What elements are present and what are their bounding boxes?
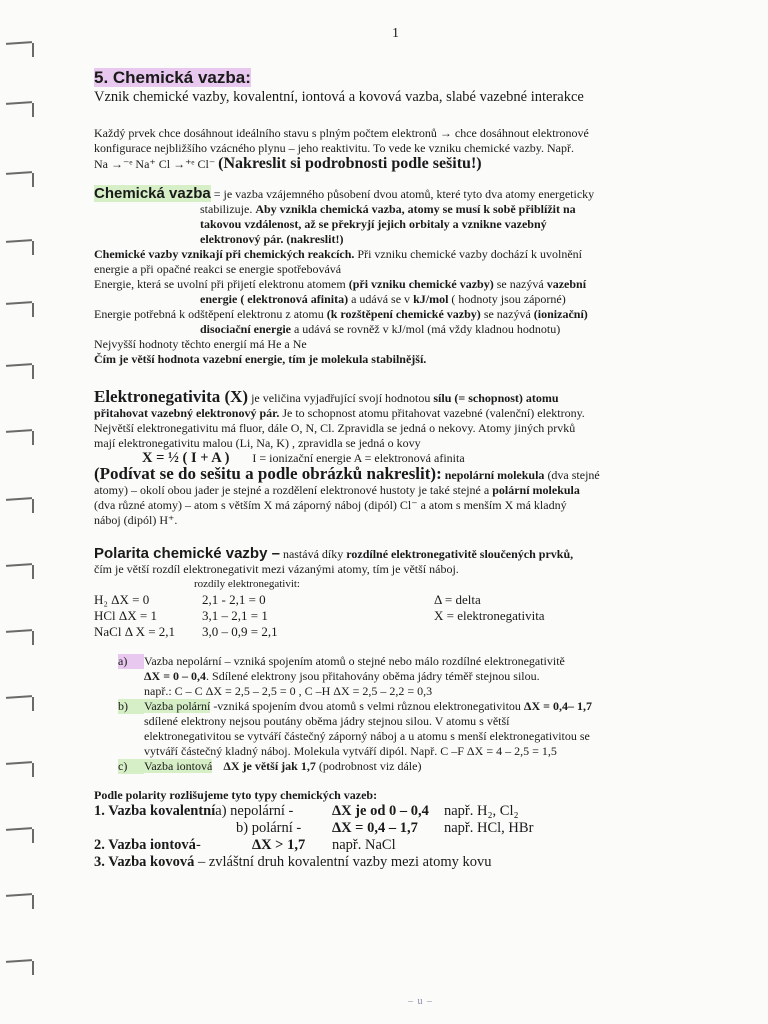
bold-text: vazební [546, 277, 587, 291]
list-marker: a) [118, 654, 144, 669]
type-name: 2. Vazba iontová [94, 837, 196, 853]
bold-text: (při vzniku chemické vazby) [348, 277, 494, 291]
definition-line [94, 217, 734, 232]
paragraph-line: mají elektronegativitu malou (Li, Na, K) , zpravidla se jedná o kovy [94, 436, 421, 450]
list-item [118, 699, 734, 714]
paragraph-line: náboj (dipól) H⁺. [94, 513, 178, 527]
text: (dva stejné [544, 468, 600, 482]
calc-cell: 3,0 – 0,9 = 2,1 [202, 624, 278, 639]
bold-text: přitahovat vazebný elektronový pár. [94, 406, 280, 420]
types-heading: Podle polarity rozlišujeme tyto typy chemických vazeb: [94, 788, 378, 802]
molecule-cell: H₂ ΔX = 0 [94, 592, 150, 607]
bold-text: disociační energie [200, 322, 291, 336]
text: Je to schopnost atomu přitahovat vazebné (valenční) elektrony. [279, 406, 585, 420]
bold-text: polární molekula [492, 483, 580, 497]
list-item [118, 759, 734, 774]
text: b) polární - [236, 820, 302, 836]
definition-line [94, 232, 734, 247]
bold-text: energie ( elektronová afinita) [200, 292, 349, 306]
paragraph-line [94, 292, 734, 307]
paragraph-line [94, 466, 734, 483]
type-name: 1. Vazba kovalentní [94, 803, 216, 819]
definition-bold: Aby vznikla chemická vazba, atomy se musí k sobě přiblížit na [255, 202, 576, 216]
text: -vzniká spojením dvou atomů s velmi různou elektronegativitou [210, 699, 524, 713]
margin-mark [6, 428, 36, 446]
margin-mark [6, 760, 36, 778]
legend-cell: Δ = delta [434, 592, 481, 607]
margin-mark [6, 562, 36, 580]
text: - [195, 837, 201, 853]
type-example: např. H₂, Cl₂ [444, 803, 519, 819]
margin-mark [6, 238, 36, 256]
bold-text: kJ/mol [413, 292, 449, 306]
intro-line [94, 156, 734, 172]
drawing-instruction: (Podívat se do sešitu a podle obrázků nakreslit): [94, 464, 442, 483]
bold-text: rozdílné elektronegativitě sloučených prvků, [346, 547, 574, 561]
type-example: např. NaCl [332, 837, 396, 853]
margin-punch-marks [0, 0, 60, 1024]
paragraph-line [94, 352, 734, 367]
diff-label: rozdíly elektronegativit: [194, 578, 300, 590]
type-range: ΔX je od 0 – 0,4 [332, 803, 429, 819]
text: Energie, která se uvolní při přijetí elektronu atomem [94, 277, 349, 291]
text: – zvláštní druh kovalentní vazby mezi atomy kovu [194, 854, 492, 870]
text: je veličina vyjadřující svojí hodnotou [248, 391, 434, 405]
type-name: 3. Vazba kovová [94, 854, 195, 870]
highlighted-term: Vazba polární [144, 699, 211, 713]
section-subtitle: Vznik chemické vazby, kovalentní, iontová a kovová vazba, slabé vazebné interakce [94, 89, 584, 105]
calc-cell: 3,1 – 2,1 = 1 [202, 608, 268, 623]
formula-legend: I = ionizační energie A = elektronová afinita [252, 451, 465, 465]
text: nastává díky [279, 547, 347, 561]
calc-cell: 2,1 - 2,1 = 0 [202, 592, 266, 607]
margin-mark [6, 496, 36, 514]
paragraph-line [94, 406, 734, 421]
list-marker: c) [118, 759, 144, 774]
text: ( hodnoty jsou záporné) [448, 292, 566, 306]
ion-examples: Na →⁻ᵉ Na⁺ Cl →⁺ᵉ Cl⁻ [94, 157, 216, 171]
list-item-line [118, 669, 734, 684]
paragraph-line: Nejvyšší hodnoty těchto energií má He a Ne [94, 337, 307, 351]
text: se nazývá [493, 277, 547, 291]
text: a udává se v [348, 292, 414, 306]
paragraph-line [94, 483, 734, 498]
definition-bold: takovou vzdálenost, až se překryjí jejich orbitaly a vznikne vazebný [200, 217, 547, 231]
molecule-cell: NaCl Δ X = 2,1 [94, 624, 176, 639]
intro-paragraph [94, 126, 734, 172]
electronegativity-section [94, 389, 734, 528]
margin-mark [6, 892, 36, 910]
bold-text: nepolární molekula [441, 468, 545, 482]
paragraph-line [94, 247, 734, 262]
margin-mark [6, 300, 36, 318]
polarity-title: Polarita chemické vazby – [94, 545, 280, 562]
bond-types-section [94, 788, 734, 871]
text: – vzniká spojením atomů o stejné nebo málo rozdílné elektronegativitě [221, 654, 565, 668]
margin-mark [6, 826, 36, 844]
bond-polarity-list [94, 654, 734, 774]
paragraph-line: (dva různé atomy) – atom s větším X má záporný náboj (dipól) Cl⁻ a atom s menším X má kladný [94, 498, 567, 512]
text: . Sdílené elektrony jsou přitahovány oběma jádry téměř stejnou silou. [206, 669, 540, 683]
bold-text: (k rozštěpení chemické vazby) [326, 307, 481, 321]
margin-mark [6, 100, 36, 118]
chemical-bond-section [94, 186, 734, 367]
bold-text: sílu (= schopnost) atomu [433, 391, 559, 405]
list-item-line: elektronegativitou se vytváří částečný záporný náboj a u atomu s menší elektronegativitou se [144, 729, 590, 743]
text: Při vzniku chemické vazby dochází k uvolnění [354, 247, 583, 261]
bold-text: Čím je větší hodnota vazební energie, tím je molekula stabilnější. [94, 352, 427, 366]
document-body [94, 68, 734, 871]
table-row [94, 592, 734, 608]
type-range: ΔX > 1,7 [252, 837, 306, 853]
definition-line [94, 186, 734, 202]
list-item-line: sdílené elektrony nejsou poutány oběma jádry stejnou silou. V atomu s větší [144, 714, 510, 728]
text: a) nepolární - [215, 803, 294, 819]
bold-text: Chemické vazby vznikají při chemických reakcích. [94, 247, 355, 261]
molecule-cell: HCl ΔX = 1 [94, 608, 158, 623]
electronegativity-title: Elektronegativita (X) [94, 387, 249, 406]
definition-line [94, 202, 734, 217]
list-item-line: vytváří částečný kladný náboj. Molekula vytváří dipól. Např. C –F ΔX = 4 – 2,5 = 1,5 [144, 744, 557, 758]
bold-text: ΔX je větší jak 1,7 [223, 759, 316, 773]
margin-mark [6, 40, 36, 58]
intro-line: konfigurace nejbližšího vzácného plynu – jeho reaktivitu. To vede ke vzniku chemické vazby. Např. [94, 141, 574, 155]
section-title [94, 68, 734, 88]
chemical-bond-term: Chemická vazba [94, 185, 211, 202]
paragraph-line: čím je větší rozdíl elektronegativit mezi vázanými atomy, tím je větší náboj. [94, 562, 459, 576]
definition-bold: elektronový pár. (nakreslit!) [200, 232, 344, 246]
highlighted-term: Vazba iontová [144, 759, 213, 773]
text: se nazývá [480, 307, 534, 321]
table-row [94, 624, 734, 640]
paragraph-line: energie a při opačné reakci se energie spotřebovává [94, 262, 342, 276]
paragraph-line [94, 546, 734, 562]
definition-text: = je vazba vzájemného působení dvou atomů, které tyto dva atomy energeticky [213, 187, 595, 201]
bold-text: (ionizační) [533, 307, 588, 321]
list-item-line: např.: C – C ΔX = 2,5 – 2,5 = 0 , C –H ΔX = 2,5 – 2,2 = 0,3 [144, 684, 433, 698]
electronegativity-formula: X = ½ ( I + A ) [142, 450, 230, 466]
paragraph-line [94, 322, 734, 337]
margin-mark [6, 628, 36, 646]
polarity-section [94, 546, 734, 774]
type-row [94, 854, 734, 871]
definition-text: stabilizuje. [200, 202, 256, 216]
type-range: ΔX = 0,4 – 1,7 [332, 820, 418, 836]
margin-mark [6, 170, 36, 188]
text: atomy) – okolí obou jader je stejné a rozdělení elektronové hustoty je také stejné a [94, 483, 493, 497]
margin-mark [6, 362, 36, 380]
margin-mark [6, 694, 36, 712]
list-marker: b) [118, 699, 144, 714]
paragraph-line [94, 389, 734, 406]
list-item [118, 654, 734, 669]
type-example: např. HCl, HBr [444, 820, 534, 836]
bold-text: ΔX = 0,4– 1,7 [523, 699, 592, 713]
type-row [94, 820, 734, 837]
page-number: 1 [392, 26, 399, 41]
title-highlight: 5. Chemická vazba: [94, 68, 251, 87]
paragraph-line: Největší elektronegativitu má fluor, dále O, N, Cl. Zpravidla se jedná o nekovy. Atomy jiných prvků [94, 421, 576, 435]
type-row [94, 803, 734, 820]
type-row [94, 837, 734, 854]
paragraph-line [94, 277, 734, 292]
text: a udává se rovněž v kJ/mol (má vždy kladnou hodnotu) [290, 322, 561, 336]
bold-text: ΔX = 0 – 0,4 [144, 669, 207, 683]
electronegativity-table [94, 592, 734, 640]
margin-mark [6, 958, 36, 976]
text: (podrobnost viz dále) [315, 759, 422, 773]
text: Vazba nepolární [144, 654, 222, 668]
paragraph-line [94, 307, 734, 322]
text: Energie potřebná k odštěpení elektronu z atomu [94, 307, 327, 321]
intro-line: Každý prvek chce dosáhnout ideálního stavu s plným počtem elektronů → chce dosáhnout elektronové [94, 126, 589, 140]
table-row [94, 608, 734, 624]
footer-mark: – u – [408, 996, 433, 1007]
drawing-note: (Nakreslit si podrobnosti podle sešitu!) [218, 155, 482, 172]
legend-cell: X = elektronegativita [434, 608, 545, 623]
